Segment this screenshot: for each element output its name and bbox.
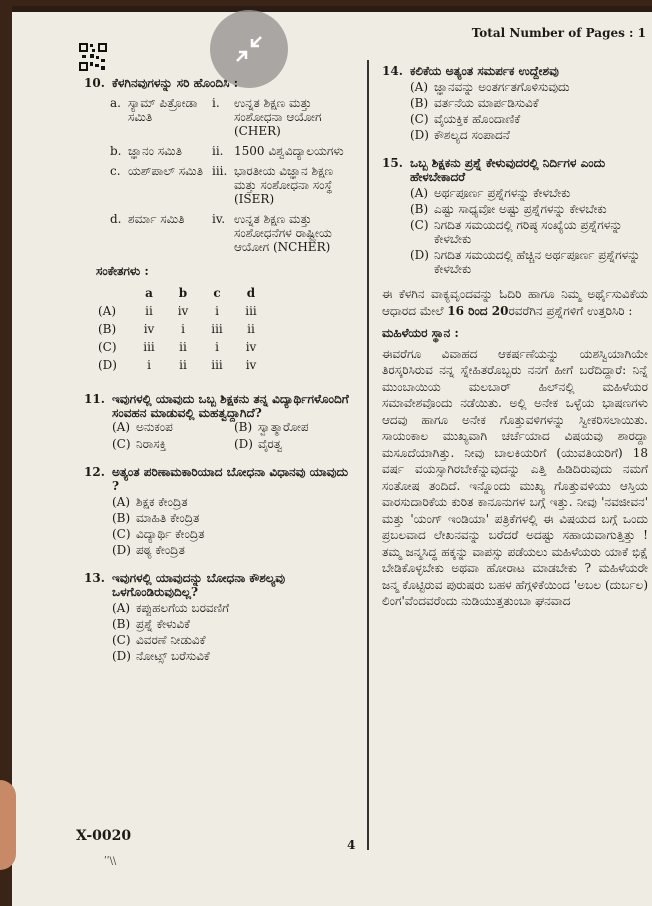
question-text: ಇವುಗಳಲ್ಲಿ ಯಾವುದು ಒಬ್ಬ ಶಿಕ್ಷಕನು ತನ್ನ ವಿದ್ಯಾರ್ಥಿಗಳೊಂದಿಗೆ ಸಂವಹನ ಮಾಡುವಲ್ಲಿ ಮಹತ್ವದ್ದಾಗಿದೆ? <box>112 392 349 420</box>
match-num: ii. <box>212 144 224 158</box>
option-D[interactable]: (D) ಪಠ್ಯ ಕೇಂದ್ರಿತ <box>112 543 185 557</box>
question-number: 15. <box>382 156 403 170</box>
printer-mark: ʹʹ\\ <box>104 856 117 867</box>
match-label: b. <box>110 144 122 158</box>
match-left: ಸ್ಯಾಮ್ ಪಿತ್ರೋಡಾ ಸಮಿತಿ <box>128 96 198 124</box>
question-number: 12. <box>84 465 105 479</box>
match-row <box>110 164 356 206</box>
match-right: ಉನ್ನತ ಶಿಕ್ಷಣ ಮತ್ತು ಸಂಶೋಧನಾ ಆಯೋಗ (CHER) <box>234 96 322 138</box>
match-num: i. <box>212 96 220 110</box>
right-column <box>382 64 648 610</box>
question-text: ಅತ್ಯಂತ ಪರಿಣಾಮಕಾರಿಯಾದ ಬೋಧನಾ ವಿಧಾನವು ಯಾವುದು ? <box>112 465 349 493</box>
top-edge <box>12 6 652 12</box>
match-row <box>110 212 356 254</box>
collapse-arrows-icon <box>234 34 264 64</box>
passage-instructions: ಈ ಕೆಳಗಿನ ವಾಕ್ಯವೃಂದವನ್ನು ಓದಿರಿ ಹಾಗೂ ನಿಮ್ಮ ಅರ್ಥೈಸುವಿಕೆಯ ಆಧಾರದ ಮೇಲೆ 16 ರಿಂದ 20ರವರೆಗಿನ ಪ್ರಶ್ನೆಗಳಿಗೆ ಉತ್ತರಿಸಿರಿ : <box>382 287 648 318</box>
option-C[interactable]: (C) ನಿಗದಿತ ಸಮಯದಲ್ಲಿ ಗರಿಷ್ಠ ಸಂಖ್ಯೆಯ ಪ್ರಶ್ನೆಗಳನ್ನು ಕೇಳಬೇಕು <box>410 218 623 246</box>
codes-header: c <box>213 286 221 300</box>
question-12 <box>84 465 356 557</box>
option-C[interactable]: (C) iii ii i iv <box>98 340 257 354</box>
question-number: 13. <box>84 571 105 585</box>
total-pages-label: Total Number of Pages : 1 <box>471 26 646 40</box>
option-A[interactable]: (A) ಅನುಕಂಪ <box>112 420 173 434</box>
option-B[interactable]: (B) iv i iii ii <box>98 322 255 336</box>
option-B[interactable]: (B) ಎಷ್ಟು ಸಾಧ್ಯವೋ ಅಷ್ಟು ಪ್ರಶ್ನೆಗಳನ್ನು ಕೇಳಬೇಕು <box>410 202 607 216</box>
column-divider <box>367 60 369 850</box>
option-C[interactable]: (C) ನಿರಾಸಕ್ತಿ <box>112 437 167 451</box>
match-row <box>110 96 356 138</box>
thumb-in-frame <box>0 780 16 870</box>
option-B[interactable]: (B) ಸ್ವಾತ್ಮಾರೋಪ <box>234 420 309 434</box>
match-row <box>110 144 356 158</box>
option-D[interactable]: (D) ನೋಟ್ಸ್ ಬರೆಸುವಿಕೆ <box>112 649 210 663</box>
match-label: a. <box>110 96 121 110</box>
question-text: ಕಲಿಕೆಯ ಅತ್ಯಂತ ಸಮರ್ಪಕ ಉದ್ದೇಶವು <box>410 64 559 78</box>
option-C[interactable]: (C) ವಿದ್ಯಾರ್ಥಿ ಕೇಂದ್ರಿತ <box>112 527 205 541</box>
question-text: ಇವುಗಳಲ್ಲಿ ಯಾವುದನ್ನು ಬೋಧನಾ ಕೌಶಲ್ಯವು ಒಳಗೊಂಡಿರುವುದಿಲ್ಲ? <box>112 571 286 599</box>
page-number: 4 <box>347 838 356 852</box>
match-right: ಉನ್ನತ ಶಿಕ್ಷಣ ಮತ್ತು ಸಂಶೋಧನೆಗಳ ರಾಷ್ಟ್ರೀಯ ಆಯೋಗ (NCHER) <box>234 212 332 254</box>
paper-code: X-0020 <box>76 828 132 844</box>
question-14 <box>382 64 648 142</box>
match-label: d. <box>110 212 122 226</box>
option-D[interactable]: (D) ವೈರತ್ವ <box>234 437 283 451</box>
codes-header: b <box>178 286 188 300</box>
match-right: ಭಾರತೀಯ ವಿಜ್ಞಾನ ಶಿಕ್ಷಣ ಮತ್ತು ಸಂಶೋಧನಾ ಸಂಸ್ಥೆ (ISER) <box>234 164 334 206</box>
option-B[interactable]: (B) ಪ್ರಶ್ನೆ ಕೇಳುವಿಕೆ <box>112 617 190 631</box>
option-A[interactable]: (A) ಶಿಕ್ಷಕ ಕೇಂದ್ರಿತ <box>112 495 188 509</box>
option-A[interactable]: (A) ಕಪ್ಪುಹಲಗೆಯ ಬರವಣಿಗೆ <box>112 601 230 615</box>
match-num: iv. <box>212 212 226 226</box>
question-13 <box>84 571 356 663</box>
match-right: 1500 ವಿಶ್ವವಿದ್ಯಾಲಯಗಳು <box>234 144 344 158</box>
left-column <box>84 76 356 671</box>
option-D[interactable]: (D) ಕೌಶಲ್ಯದ ಸಂಪಾದನೆ <box>410 128 510 142</box>
question-number: 10. <box>84 76 105 90</box>
question-number: 11. <box>84 392 105 406</box>
option-A[interactable]: (A) ii iv i iii <box>98 304 257 318</box>
match-left: ಶರ್ಮಾ ಸಮಿತಿ <box>128 212 185 226</box>
passage-body: ಈವರೆಗೂ ವಿವಾಹದ ಆಕರ್ಷಣೆಯನ್ನು ಯಶಸ್ವಿಯಾಗಿಯೇ ತಿರಸ್ಕರಿಸಿರುವ ನನ್ನ ಸ್ನೇಹಿತರೊಬ್ಬರು ನನಗೆ ಹೀಗೆ ಬರೆದಿದ್ದಾರೆ: ನಿನ್ನೆ ಮುಂಬಾಯಿಯ ಮಲಬಾರ್ ಹಿಲ್‌ನಲ್ಲಿ ಮಹಿಳೆಯರ ಸಮಾವೇಶವೊಂದು ನಡೆಯಿತು. ಅಲ್ಲಿ ಅನೇಕ ಒಳ್ಳೆಯ ಭಾಷಣಗಳು ಆದವು ಹಾಗೂ ಅನೇಕ ಗೊತ್ತುವಳಿಗಳನ್ನು ಸ್ವೀಕರಿಸಲಾಯಿತು. ಸಾಯಂಕಾಲ ಮುಖ್ಯವಾಗಿ ಚರ್ಚೆಯಾದ ವಿಷಯವು ಶಾರದ್ದಾ ಮಸೂದೆಯಾಗಿತ್ತು. ನೀವು ಬಾಲಕಿಯರಿಗೆ (ಯುವತಿಯರಿಗೆ) 18 ವರ್ಷ ವಯಸ್ಸಾಗಿರಬೇಕೆನ್ನುವುದನ್ನು ಎತ್ತಿ ಹಿಡಿದಿರುವುದು ನಮಗೆ ಸಂತೋಷ ತಂದಿದೆ. ಇನ್ನೊಂದು ಮುಖ್ಯ ಗೊತ್ತುವಳಿಯು ಆಸ್ತಿಯ ವಾರಸುದಾರಿಕೆಯ ಕುರಿತ ಕಾನೂನುಗಳ ಬಗ್ಗೆ ಇತ್ತು. ನೀವು 'ನವಜೀವನ' ಮತ್ತು 'ಯಂಗ್ ಇಂಡಿಯಾ' ಪತ್ರಿಕೆಗಳಲ್ಲಿ ಈ ವಿಷಯದ ಬಗ್ಗೆ ಒಂದು ಪ್ರಬಲವಾದ ಲೇಖನವನ್ನು ಬರೆದರೆ ಅದಷ್ಟು ಸಹಾಯವಾಗುತ್ತಿತ್ತು ! ತಮ್ಮ ಜನ್ಮಸಿದ್ಧ ಹಕ್ಕನ್ನು ವಾಪಸ್ಸು ಪಡೆಯಲು ಮಹಿಳೆಯರು ಯಾಕೆ ಭಿಕ್ಷೆ ಬೇಡಿಕೊಳ್ಳಬೇಕು ಅಥವಾ ಹೋರಾಟ ಮಾಡಬೇಕು ? ಮಹಿಳೆಯರೇ ಜನ್ಮ ಕೊಟ್ಟಿರುವ ಪುರುಷರು ಬಹಳ ಹೆಗ್ಗಳಿಕೆಯಿಂದ 'ಅಬಲ (ದುರ್ಬಲ) ಲಿಂಗ'ವೆಂದವರೆಂದು ನುಡಿಯುತ್ತತುಂಬಾ ಘನವಾದ <box>382 346 648 608</box>
question-text: ಕೆಳಗಿನವುಗಳನ್ನು ಸರಿ ಹೊಂದಿಸಿ : <box>112 76 239 90</box>
match-left: ಜ್ಞಾನಂ ಸಮಿತಿ <box>128 144 182 158</box>
codes-label: ಸಂಕೇತಗಳು : <box>96 264 149 278</box>
codes-header: a <box>145 286 153 300</box>
option-D[interactable]: (D) i ii iii iv <box>98 358 257 372</box>
question-15 <box>382 156 648 276</box>
question-number: 14. <box>382 64 403 78</box>
option-B[interactable]: (B) ಮಾಹಿತಿ ಕೇಂದ್ರಿತ <box>112 511 200 525</box>
match-label: c. <box>110 164 121 178</box>
codes-table <box>98 284 268 374</box>
option-D[interactable]: (D) ನಿಗದಿತ ಸಮಯದಲ್ಲಿ ಹೆಚ್ಚಿನ ಅರ್ಥಪೂರ್ಣ ಪ್ರಶ್ನೆಗಳನ್ನು ಕೇಳಬೇಕು <box>410 248 641 276</box>
question-text: ಒಬ್ಬ ಶಿಕ್ಷಕನು ಪ್ರಶ್ನೆ ಕೇಳುವುದರಲ್ಲಿ ನಿರ್ದಿಗಳ ಎಂದು ಹೇಳಬೇಕಾದರೆ <box>410 156 606 184</box>
match-num: iii. <box>212 164 228 178</box>
option-A[interactable]: (A) ಅರ್ಥಪೂರ್ಣ ಪ್ರಶ್ನೆಗಳನ್ನು ಕೇಳಬೇಕು <box>410 186 571 200</box>
reading-passage <box>382 286 648 610</box>
qr-code-icon <box>78 42 108 72</box>
exam-page <box>12 6 652 906</box>
match-left: ಯಶ್‌ಪಾಲ್ ಸಮಿತಿ <box>128 164 203 178</box>
question-11 <box>84 392 356 451</box>
option-C[interactable]: (C) ವೈಯಕ್ತಿಕ ಹೊಂದಾಣಿಕೆ <box>410 112 521 126</box>
option-C[interactable]: (C) ವಿವರಣೆ ನೀಡುವಿಕೆ <box>112 633 206 647</box>
question-10 <box>84 76 356 374</box>
codes-header: d <box>246 286 256 300</box>
passage-title: ಮಹಿಳೆಯರ ಸ್ಥಾನ : <box>382 326 459 340</box>
option-A[interactable]: (A) ಜ್ಞಾನವನ್ನು ಅಂತರ್ಗತಗೊಳಿಸುವುದು <box>410 80 570 94</box>
option-B[interactable]: (B) ವರ್ತನೆಯ ಮಾರ್ಪಡಿಸುವಿಕೆ <box>410 96 539 110</box>
